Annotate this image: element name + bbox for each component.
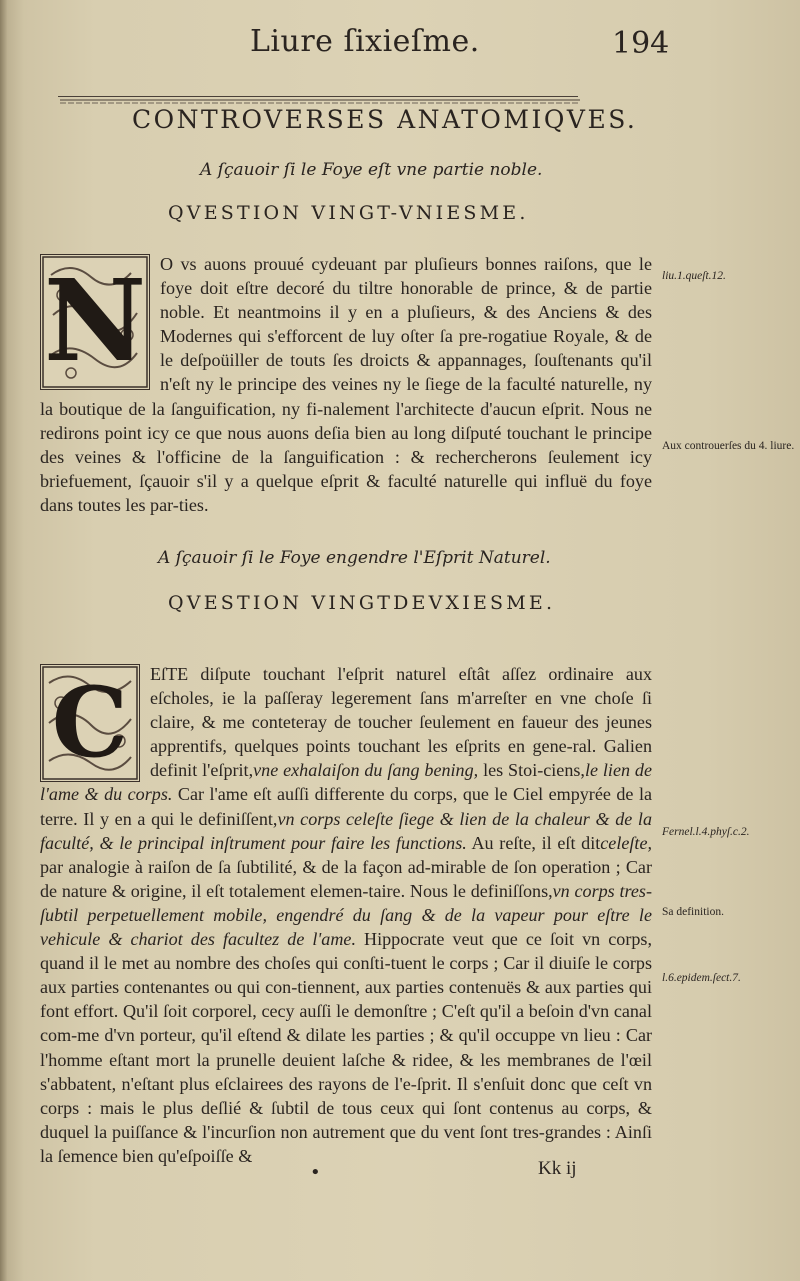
dropcap-letter: C [51, 665, 129, 779]
dropcap-ornament-c [40, 664, 140, 782]
dropcap-letter: N [43, 255, 147, 387]
question-22-text-5: par analogie à raiſon de ſa ſubtilité, & de la façon ad-mirable de ſon operation ; Car de nature & origine, il eſt totalement elemen-taire. Nous le definiſſons, [40, 856, 652, 901]
question-22-body [40, 662, 652, 1168]
question-22-text-4: Au reſte, il eſt dit [466, 832, 601, 853]
question-22-text-3: Car l'ame eſt auſſi differente du corps, que le Ciel empyrée de la terre. Il y en a qui le definiſſent, [40, 784, 652, 829]
question-22-topic: A ſçauoir ſi le Foye engendre l'Eſprit Naturel. [158, 548, 551, 568]
signature-mark: Kk ij [538, 1158, 577, 1179]
printer-mark-dot: • [310, 1162, 321, 1183]
question-22-heading: QVESTION VINGTDEVXIESME. [168, 592, 556, 614]
page-number: 194 [612, 26, 670, 61]
dropcap-ornament-n [40, 254, 150, 390]
page-gutter-shadow [0, 0, 8, 1281]
margin-note-1: liu.1.queſt.12. [662, 270, 726, 282]
question-21-body [40, 252, 652, 517]
question-21-heading: QVESTION VINGT-VNIESME. [168, 202, 529, 224]
definition-stoiciens: le lien de l'ame & du corps. [40, 760, 652, 805]
margin-note-4: Sa definition. [662, 906, 724, 918]
definition-galien: vne exhalaiſon du ſang bening, [253, 760, 479, 781]
margin-note-3: Fernel.l.4.phyſ.c.2. [662, 826, 750, 838]
definition-author: vn corps tres-ſubtil perpetuellement mobile, engendré du ſang & de la vapeur pour eſtre le vehicule & chariot des facultez de l'ame. [40, 880, 652, 950]
margin-note-5: l.6.epidem.ſect.7. [662, 972, 741, 984]
running-head-title: Liure ſixieſme. [250, 24, 480, 59]
section-title: CONTROVERSES ANATOMIQVES. [132, 105, 638, 134]
question-22-text-2: les Stoi-ciens, [478, 760, 585, 781]
margin-note-2: Aux controuerſes du 4. liure. [662, 440, 795, 452]
definition-celeste: celeſte, [600, 832, 652, 853]
question-21-text: O vs auons prouué cydeuant par pluſieurs bonnes raiſons, que le foye doit eſtre decoré du tiltre honorable de prince, & de partie noble. Et neantmoins il y en a pluſieurs, & des Anciens & des Modernes qui s'efforcent de luy oſter ſa pre-rogatiue Royale, & de le deſpoüiller de touts ſes droicts & appannages, ſouſtenants qu'il n'eſt ny le principe des veines ny le ſiege de la faculté naturelle, ny la boutique de la ſanguification, ny fi-nalement l'architecte d'aucun eſprit. Nous ne redirons point icy ce que nous auons deſia bien au long diſputé touchant le principe des veines & l'officine de la ſanguification : & rechercherons ſeulement icy briefuement, ſçauoir s'il y a quelque eſprit & faculté naturelle qui influë du foye dans toutes les par-ties. [40, 254, 652, 515]
definition-celeste-corps: vn corps celeſte ſiege & lien de la chaleur & de la faculté, & le principal inſtrument pour faire les functions. [40, 808, 652, 853]
header-rule-top [58, 96, 578, 97]
question-22-text-1: EſTE diſpute touchant l'eſprit naturel eſtât aſſez ordinaire aux eſcholes, ie la paſſeray legerement ſans m'arreſter en vne choſe ſi claire, & me conteteray de toucher ſeulement en faueur des jeunes apprentifs, quelques points touchant les eſprits en gene-ral. Galien definit l'eſprit, [150, 664, 652, 781]
question-22-text-6: Hippocrate veut que ce ſoit vn corps, quand il le met au nombre des choſes qui conſti-tuent le corps ; Car il diuiſe le corps aux parties contenantes ou qui con-tiennent, aux parties contenuës & aux parties qui font effort. Qu'il ſoit corporel, cecy auſſi le demonſtre ; C'eſt qu'il a beſoin d'vn canal com-me d'vn porteur, qu'il eſtend & dilate les parties ; & qu'il occuppe vn lieu : Car l'homme eſtant mort la prunelle deuient laſche & ridee, & les membranes de l'œil s'abbatent, n'eſtant plus eſclairees des rayons de l'e-ſprit. Il s'enſuit donc que ceſt vn corps : mais le plus deſlié & ſubtil de tous ceux qui ſont contenus au corps, & duquel la puiſſance & l'incurſion non autrement que du vent ſont tres-grandes : Ainſi la ſemence bien qu'eſpoiſſe & [40, 929, 652, 1166]
question-21-topic: A ſçauoir ſi le Foye eſt vne partie noble. [200, 160, 543, 180]
